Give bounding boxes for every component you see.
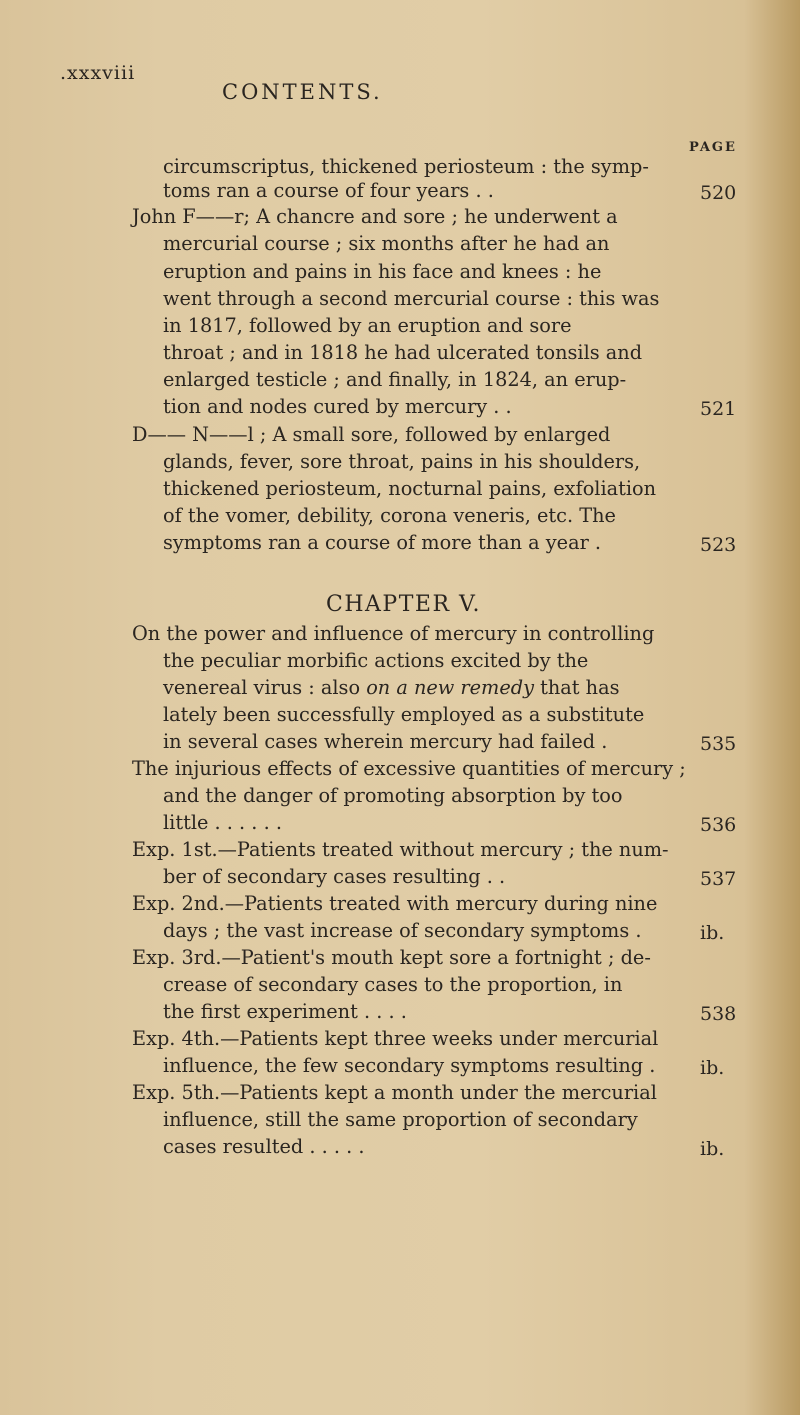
entry-line: Exp. 4th.—Patients kept three weeks under mercurial [132, 1027, 659, 1050]
entry-line: and the danger of promoting absorption by too [163, 784, 623, 807]
running-head: CONTENTS. [222, 80, 383, 104]
entry-page-number: 535 [700, 733, 737, 755]
entry-line: Exp. 3rd.—Patient's mouth kept sore a fortnight ; de- [132, 946, 651, 969]
entry-page-number: ib. [700, 1057, 725, 1079]
entry-page-number: 523 [700, 534, 737, 556]
italic-phrase: on a new remedy [366, 676, 534, 699]
entry-page-number: 536 [700, 814, 737, 836]
entry-page-number: 520 [700, 182, 737, 204]
entry-line: crease of secondary cases to the proportion, in [163, 973, 623, 996]
entry-line-text: venereal virus : also [163, 676, 367, 699]
entry-page-number: 521 [700, 398, 737, 420]
entry-line: the peculiar morbific actions excited by the [163, 649, 589, 672]
entry-line: the first experiment . . . . [163, 1000, 407, 1023]
entry-line: influence, still the same proportion of secondary [163, 1108, 638, 1131]
chapter-heading: CHAPTER V. [326, 592, 482, 617]
entry-line: On the power and influence of mercury in controlling [132, 622, 655, 645]
entry-line: John F——r; A chancre and sore ; he underwent a [132, 205, 618, 228]
entry-line: Exp. 1st.—Patients treated without mercury ; the num- [132, 838, 669, 861]
entry-line: in 1817, followed by an eruption and sore [163, 314, 572, 337]
entry-line: Exp. 2nd.—Patients treated with mercury during nine [132, 892, 658, 915]
entry-line: little . . . . . . [163, 811, 282, 834]
entry-line: D—— N——l ; A small sore, followed by enlarged [132, 423, 611, 446]
entry-line-text: that has [534, 676, 620, 699]
entry-line: lately been successfully employed as a substitute [163, 703, 645, 726]
entry-line: tion and nodes cured by mercury . . [163, 395, 512, 418]
entry-line: eruption and pains in his face and knees : he [163, 260, 602, 283]
entry-page-number: ib. [700, 1138, 725, 1160]
page-column-label: PAGE [689, 140, 737, 155]
entry-line: mercurial course ; six months after he had an [163, 232, 610, 255]
entry-page-number: 537 [700, 868, 737, 890]
page-number: .xxxviii [60, 62, 136, 84]
entry-line: cases resulted . . . . . [163, 1135, 365, 1158]
entry-line: circumscriptus, thickened periosteum : the symp- [163, 155, 649, 178]
entry-line: influence, the few secondary symptoms resulting . [163, 1054, 656, 1077]
entry-line: throat ; and in 1818 he had ulcerated tonsils and [163, 341, 643, 364]
entry-line: thickened periosteum, nocturnal pains, exfoliation [163, 477, 657, 500]
entry-line: enlarged testicle ; and finally, in 1824, an erup- [163, 368, 627, 391]
entry-line: symptoms ran a course of more than a year . [163, 531, 602, 554]
entry-page-number: 538 [700, 1003, 737, 1025]
entry-line: of the vomer, debility, corona veneris, etc. The [163, 504, 616, 527]
entry-line: went through a second mercurial course : this was [163, 287, 660, 310]
entry-line: glands, fever, sore throat, pains in his shoulders, [163, 450, 641, 473]
entry-line: days ; the vast increase of secondary symptoms . [163, 919, 642, 942]
entry-line: Exp. 5th.—Patients kept a month under the mercurial [132, 1081, 657, 1104]
entry-line: The injurious effects of excessive quantities of mercury ; [132, 757, 686, 780]
entry-line: ber of secondary cases resulting . . [163, 865, 506, 888]
entry-line: toms ran a course of four years . . [163, 179, 494, 202]
entry-line: in several cases wherein mercury had failed . [163, 730, 608, 753]
entry-line [163, 676, 619, 700]
entry-page-number: ib. [700, 922, 725, 944]
